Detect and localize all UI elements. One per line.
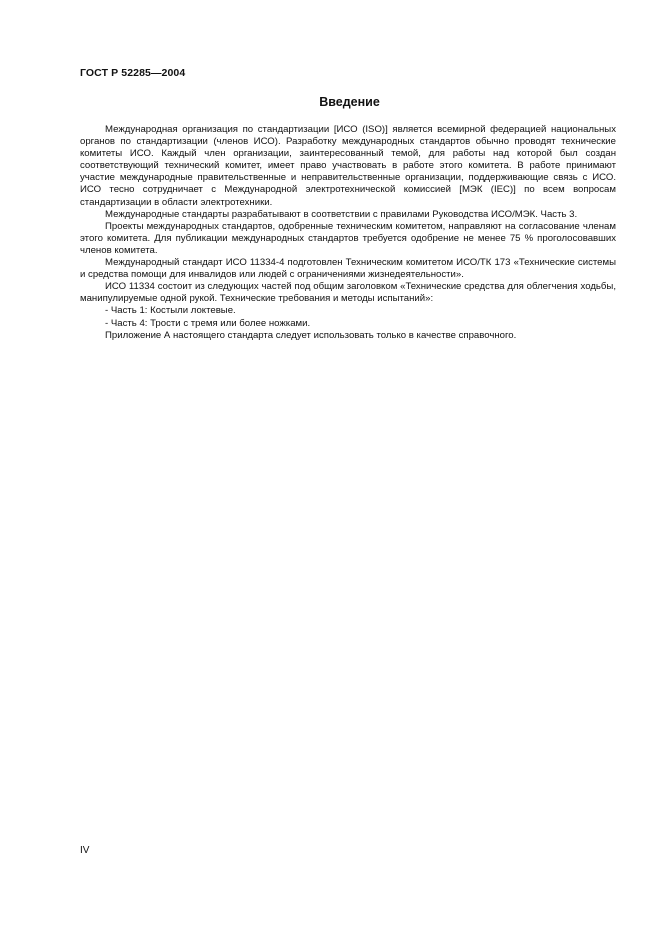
list-item-part-1: - Часть 1: Костыли локтевые. [105,305,236,317]
document-header-id: ГОСТ Р 52285—2004 [80,67,186,79]
introduction-body [80,124,616,342]
section-title: Введение [319,95,380,109]
list-item-part-4: - Часть 4: Трости с тремя или более ножками. [105,317,311,329]
page-number: IV [80,845,90,856]
paragraph-annex-note: Приложение А настоящего стандарта следует использовать только в качестве справочного. [105,329,517,341]
paragraph-iso-overview: Международная организация по стандартизации [ИСО (ISO)] является всемирной федерацией национальных органов по стандартизации (членов ИСО). Разработку международных стандартов обычно проводят технические комитеты ИСО. Каждый член организации, заинтересованный темой, для работы над которой был создан соответствующий технический комитет, имеет право участвовать в работе этого комитета. В работе принимают участие международные правительственные и неправительственные организации, поддерживающие связь с ИСО. ИСО тесно сотрудничает с Международной электротехнической комиссией [МЭК (IEC)] по всем вопросам стандартизации в области электротехники. [80,124,616,208]
paragraph-standard-parts: ИСО 11334 состоит из следующих частей под общим заголовком «Технические средства для облегчения ходьбы, манипулируемые одной рукой. Технические требования и методы испытаний»: [80,281,616,305]
paragraph-standard-origin: Международный стандарт ИСО 11334-4 подготовлен Техническим комитетом ИСО/ТК 173 «Технические системы и средства помощи для инвалидов или людей с ограничениями жизнедеятельности». [80,257,616,281]
paragraph-draft-approval: Проекты международных стандартов, одобренные техническим комитетом, направляют на согласование членам этого комитета. Для публикации международных стандартов требуется одобрение не менее 75 % проголосовавших членов комитета. [80,220,616,256]
paragraph-iso-directives: Международные стандарты разрабатывают в соответствии с правилами Руководства ИСО/МЭК. Часть 3. [105,208,578,220]
